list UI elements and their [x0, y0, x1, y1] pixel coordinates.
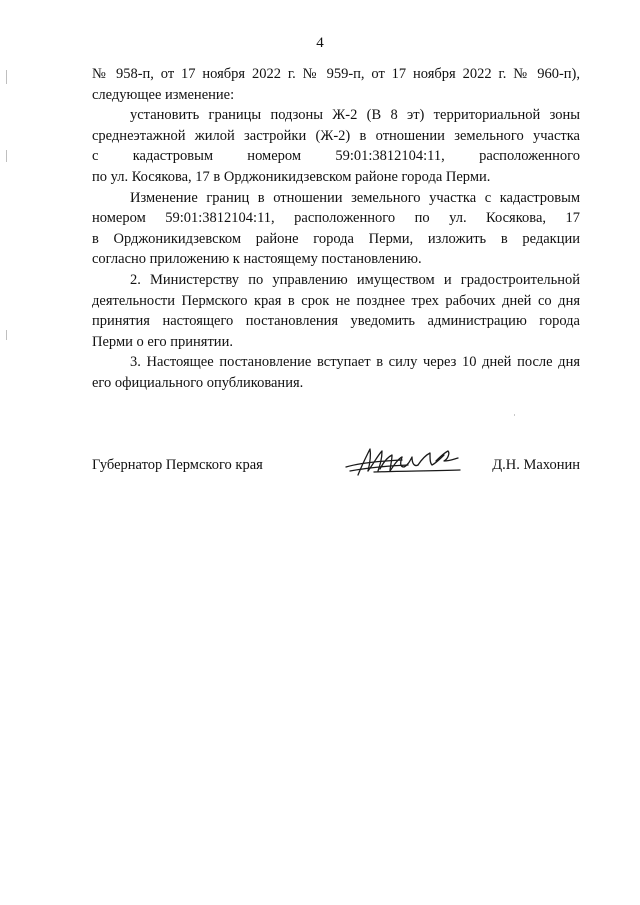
page-number: 4 — [316, 35, 324, 51]
paragraph-line: среднеэтажной жилой застройки (Ж-2) в отношении земельного участка — [92, 127, 580, 144]
paragraph-line: номером 59:01:3812104:11, расположенного по ул. Косякова, 17 — [92, 210, 580, 227]
signatory-name: Д.Н. Махонин — [492, 457, 580, 473]
paragraph-line: согласно приложению к настоящему постановлению. — [92, 251, 422, 268]
paragraph-line: установить границы подзоны Ж-2 (В 8 эт) территориальной зоны — [130, 107, 580, 124]
scan-speck — [514, 414, 515, 416]
signatory-title: Губернатор Пермского края — [92, 457, 263, 473]
paragraph-line: с кадастровым номером 59:01:3812104:11, расположенного — [92, 148, 580, 165]
paragraph-item-3: 3. Настоящее постановление вступает в силу через 10 дней после дня его официального опубликования. — [92, 354, 580, 391]
signature-row — [92, 447, 580, 483]
scan-margin-mark — [6, 150, 7, 162]
paragraph-line: в Орджоникидзевском районе города Перми, изложить в редакции — [92, 230, 580, 247]
handwritten-signature — [340, 441, 464, 481]
scan-margin-mark — [6, 330, 7, 340]
paragraph-boundaries-annex — [92, 188, 580, 270]
paragraph-boundaries-change — [92, 105, 580, 187]
paragraph-line: по ул. Косякова, 17 в Орджоникидзевском районе города Перми. — [92, 168, 491, 185]
scan-margin-mark — [6, 70, 7, 84]
paragraph-item-2: 2. Министерству по управлению имуществом и градостроительной деятельности Пермского края в срок не позднее трех рабочих дней со дня принятия настоящего постановления уведомить администрацию города Перми о его принятии. — [92, 271, 580, 350]
document-body — [92, 64, 580, 394]
paragraph-line: Изменение границ в отношении земельного участка с кадастровым — [130, 189, 580, 206]
paragraph-continuation: № 958-п, от 17 ноября 2022 г. № 959-п, от 17 ноября 2022 г. № 960-п), следующее изменение: — [92, 66, 580, 103]
